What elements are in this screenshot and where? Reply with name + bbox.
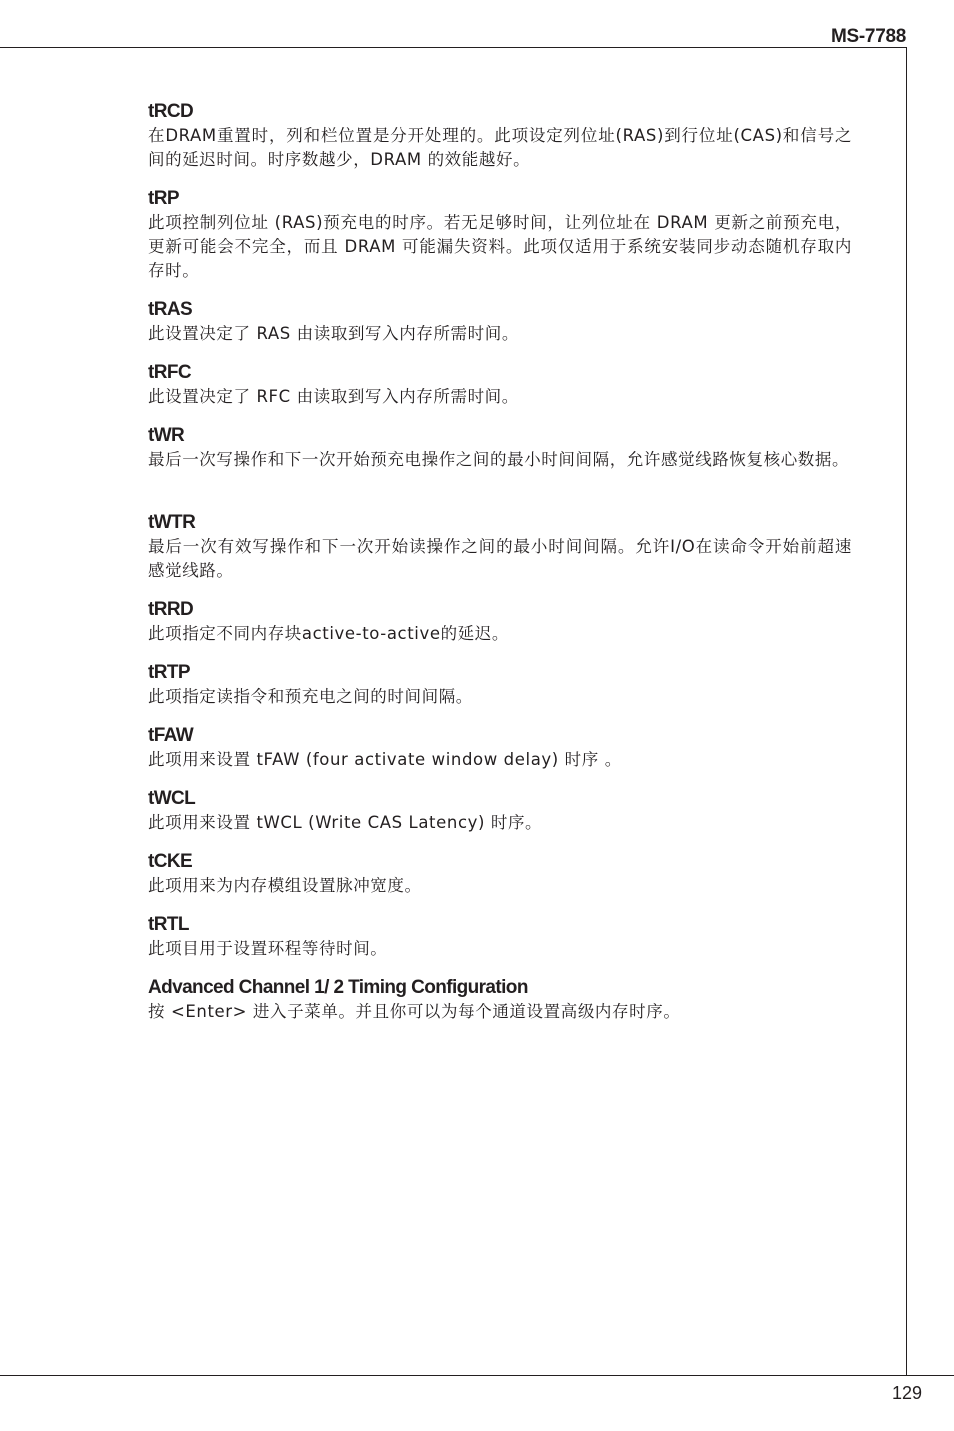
section-body-twr: 最后一次写操作和下一次开始预充电操作之间的最小时间间隔，允许感觉线路恢复核心数据。 xyxy=(148,450,850,469)
model-label: MS-7788 xyxy=(831,26,906,47)
section-trrd xyxy=(148,598,852,661)
section-tcke xyxy=(148,850,852,913)
section-heading-tras: tRAS xyxy=(148,299,193,320)
section-tras xyxy=(148,298,852,361)
section-body-tfaw: 此项用来设置 tFAW (four activate window delay) 时序 。 xyxy=(148,750,622,769)
section-body-trrd: 此项指定不同内存块active-to-active的延迟。 xyxy=(148,624,509,643)
section-body-advanced-channel-timing: 按 <Enter> 进入子菜单。并且你可以为每个通道设置高级内存时序。 xyxy=(148,1002,681,1021)
section-body-trtl: 此项目用于设置环程等待时间。 xyxy=(148,939,388,958)
section-body-trp: 此项控制列位址 (RAS)预充电的时序。若无足够时间，让列位址在 DRAM 更新之前预充电，更新可能会不完全，而且 DRAM 可能漏失资料。此项仅适用于系统安装同步动态随机存取内存时。 xyxy=(148,213,852,280)
section-advanced-channel-timing xyxy=(148,976,852,1039)
section-heading-trp: tRP xyxy=(148,188,179,209)
section-twr xyxy=(148,424,852,511)
section-trcd xyxy=(148,100,852,187)
section-heading-trtl: tRTL xyxy=(148,914,189,935)
section-heading-tfaw: tFAW xyxy=(148,725,194,746)
bottom-rule xyxy=(0,1375,954,1376)
section-heading-twr: tWR xyxy=(148,425,185,446)
section-body-tcke: 此项用来为内存模组设置脉冲宽度。 xyxy=(148,876,422,895)
section-heading-trfc: tRFC xyxy=(148,362,191,383)
section-body-tras: 此设置决定了 RAS 由读取到写入内存所需时间。 xyxy=(148,324,519,343)
section-trfc xyxy=(148,361,852,424)
page-number: 129 xyxy=(891,1383,922,1403)
section-heading-trtp: tRTP xyxy=(148,662,190,683)
section-trtp xyxy=(148,661,852,724)
top-rule xyxy=(0,47,907,48)
section-heading-trcd: tRCD xyxy=(148,101,194,122)
section-twtr xyxy=(148,511,852,598)
section-trp xyxy=(148,187,852,298)
section-heading-trrd: tRRD xyxy=(148,599,194,620)
section-heading-twcl: tWCL xyxy=(148,788,196,809)
right-rule xyxy=(906,47,907,1375)
section-heading-twtr: tWTR xyxy=(148,512,196,533)
section-heading-advanced-channel-timing: Advanced Channel 1/ 2 Timing Configuration xyxy=(148,977,528,998)
content xyxy=(148,100,852,1039)
section-body-trcd: 在DRAM重置时，列和栏位置是分开处理的。此项设定列位址(RAS)到行位址(CAS)和信号之间的延迟时间。时序数越少，DRAM 的效能越好。 xyxy=(148,126,852,169)
section-tfaw xyxy=(148,724,852,787)
section-twcl xyxy=(148,787,852,850)
section-body-twtr: 最后一次有效写操作和下一次开始读操作之间的最小时间间隔。允许I/O在读命令开始前超速感觉线路。 xyxy=(148,537,852,580)
section-heading-tcke: tCKE xyxy=(148,851,193,872)
section-trtl xyxy=(148,913,852,976)
section-body-trfc: 此设置决定了 RFC 由读取到写入内存所需时间。 xyxy=(148,387,519,406)
section-body-twcl: 此项用来设置 tWCL (Write CAS Latency) 时序。 xyxy=(148,813,543,832)
section-body-trtp: 此项指定读指令和预充电之间的时间间隔。 xyxy=(148,687,473,706)
